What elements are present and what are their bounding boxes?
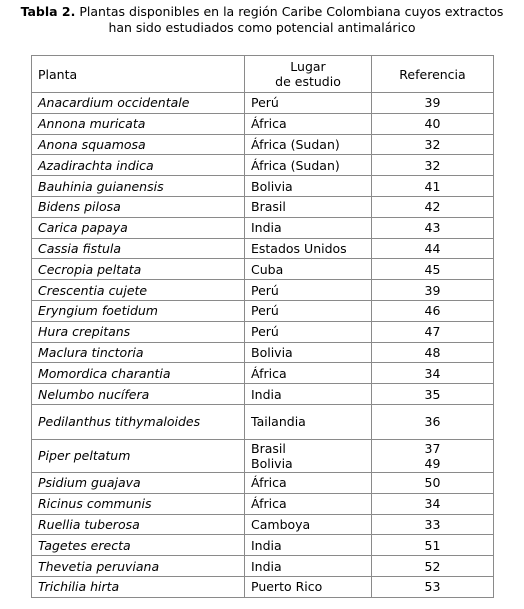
cell-planta: Nelumbo nucífera <box>32 384 245 405</box>
table-row <box>32 280 494 301</box>
table-row <box>32 93 494 114</box>
cell-lugar <box>245 472 372 493</box>
table-row <box>32 535 494 556</box>
cell-planta: Crescentia cujete <box>32 280 245 301</box>
cell-lugar <box>245 155 372 176</box>
cell-planta: Pedilanthus tithymaloides <box>32 404 245 439</box>
table-row <box>32 155 494 176</box>
cell-referencia-value: 49 <box>424 455 441 471</box>
cell-planta: Anona squamosa <box>32 134 245 155</box>
cell-lugar <box>245 439 372 472</box>
table-row <box>32 238 494 259</box>
cell-lugar-value: Puerto Rico <box>251 579 323 595</box>
header-lugar-line-2: de estudio <box>275 74 341 89</box>
cell-referencia-value: 32 <box>424 157 441 173</box>
table-row <box>32 217 494 238</box>
table-row <box>32 259 494 280</box>
cell-referencia <box>372 439 494 472</box>
plants-table <box>31 55 494 598</box>
cell-planta: Annona muricata <box>32 113 245 134</box>
table-row <box>32 321 494 342</box>
cell-lugar-value: Cuba <box>251 261 284 277</box>
cell-referencia-value: 39 <box>424 282 441 298</box>
cell-planta: Cecropia peltata <box>32 259 245 280</box>
cell-lugar-value: Tailandia <box>251 414 306 430</box>
table-row <box>32 514 494 535</box>
cell-referencia-value: 34 <box>424 365 441 381</box>
cell-planta: Ricinus communis <box>32 493 245 514</box>
table-row <box>32 113 494 134</box>
cell-referencia-value: 43 <box>424 220 441 236</box>
cell-lugar <box>245 514 372 535</box>
table-row <box>32 556 494 577</box>
table-row <box>32 384 494 405</box>
cell-referencia <box>372 404 494 439</box>
cell-lugar-value: África <box>251 116 287 132</box>
header-referencia: Referencia <box>372 56 494 93</box>
cell-referencia <box>372 134 494 155</box>
cell-referencia-value: 46 <box>424 303 441 319</box>
cell-referencia-value: 44 <box>424 240 441 256</box>
cell-referencia <box>372 321 494 342</box>
table-row <box>32 404 494 439</box>
caption-line-1 <box>2 4 522 20</box>
cell-referencia <box>372 514 494 535</box>
cell-referencia <box>372 472 494 493</box>
cell-planta: Eryngium foetidum <box>32 300 245 321</box>
header-lugar-line-1: Lugar <box>290 59 326 74</box>
cell-referencia <box>372 93 494 114</box>
cell-referencia <box>372 217 494 238</box>
cell-lugar <box>245 384 372 405</box>
header-lugar <box>245 56 372 93</box>
header-row <box>32 56 494 93</box>
cell-referencia-value: 47 <box>424 324 441 340</box>
cell-referencia <box>372 238 494 259</box>
cell-referencia-value: 51 <box>424 537 441 553</box>
cell-lugar-value: Bolivia <box>251 455 293 471</box>
cell-referencia <box>372 576 494 597</box>
table-body <box>32 93 494 598</box>
header-planta: Planta <box>32 56 245 93</box>
table-row <box>32 472 494 493</box>
cell-referencia <box>372 196 494 217</box>
cell-lugar <box>245 134 372 155</box>
cell-lugar-value: Perú <box>251 324 279 340</box>
cell-planta: Bidens pilosa <box>32 196 245 217</box>
cell-referencia-value: 36 <box>424 414 441 430</box>
cell-lugar <box>245 113 372 134</box>
cell-lugar-value: Perú <box>251 282 279 298</box>
table-row <box>32 300 494 321</box>
cell-planta: Psidium guajava <box>32 472 245 493</box>
cell-lugar <box>245 196 372 217</box>
cell-referencia <box>372 342 494 363</box>
cell-referencia-value: 37 <box>424 440 441 456</box>
cell-lugar-value: India <box>251 558 282 574</box>
cell-planta: Azadirachta indica <box>32 155 245 176</box>
cell-referencia <box>372 300 494 321</box>
cell-referencia <box>372 113 494 134</box>
caption-line-2: han sido estudiados como potencial antimalárico <box>108 20 416 35</box>
cell-lugar <box>245 93 372 114</box>
table-row <box>32 576 494 597</box>
cell-referencia <box>372 535 494 556</box>
cell-lugar <box>245 259 372 280</box>
table-row <box>32 196 494 217</box>
cell-lugar <box>245 404 372 439</box>
cell-lugar-value: África <box>251 365 287 381</box>
cell-lugar-value: África (Sudan) <box>251 136 340 152</box>
cell-lugar-value: África <box>251 496 287 512</box>
cell-planta: Carica papaya <box>32 217 245 238</box>
cell-lugar-value: India <box>251 220 282 236</box>
cell-lugar-value: India <box>251 386 282 402</box>
cell-planta: Trichilia hirta <box>32 576 245 597</box>
caption-label: Tabla 2. <box>20 4 76 19</box>
cell-lugar <box>245 280 372 301</box>
cell-referencia <box>372 363 494 384</box>
cell-referencia-value: 35 <box>424 386 441 402</box>
cell-planta: Bauhinia guianensis <box>32 176 245 197</box>
cell-lugar-value: Camboya <box>251 516 311 532</box>
cell-referencia-value: 34 <box>424 496 441 512</box>
cell-lugar-value: Brasil <box>251 199 286 215</box>
cell-referencia-value: 48 <box>424 344 441 360</box>
cell-lugar-value: Brasil <box>251 440 286 456</box>
cell-lugar <box>245 363 372 384</box>
cell-referencia-value: 52 <box>424 558 441 574</box>
table-row <box>32 176 494 197</box>
cell-referencia-value: 40 <box>424 116 441 132</box>
cell-planta: Maclura tinctoria <box>32 342 245 363</box>
cell-planta: Momordica charantia <box>32 363 245 384</box>
cell-planta: Ruellia tuberosa <box>32 514 245 535</box>
cell-referencia-value: 41 <box>424 178 441 194</box>
cell-referencia <box>372 556 494 577</box>
cell-referencia-value: 33 <box>424 516 441 532</box>
cell-referencia <box>372 493 494 514</box>
cell-lugar-value: África (Sudan) <box>251 157 340 173</box>
cell-lugar <box>245 300 372 321</box>
cell-referencia <box>372 280 494 301</box>
cell-lugar <box>245 342 372 363</box>
table-row <box>32 493 494 514</box>
cell-referencia <box>372 384 494 405</box>
cell-lugar-value: Bolivia <box>251 344 293 360</box>
cell-referencia-value: 45 <box>424 261 441 277</box>
cell-lugar-value: Estados Unidos <box>251 240 347 256</box>
cell-lugar <box>245 217 372 238</box>
cell-lugar-value: Perú <box>251 95 279 111</box>
cell-lugar-value: África <box>251 475 287 491</box>
table-caption <box>2 4 522 36</box>
table-row <box>32 134 494 155</box>
cell-planta: Hura crepitans <box>32 321 245 342</box>
cell-lugar-value: Perú <box>251 303 279 319</box>
caption-text-1: Plantas disponibles en la región Caribe Colombiana cuyos extractos <box>79 4 504 19</box>
cell-lugar <box>245 176 372 197</box>
cell-referencia-value: 32 <box>424 136 441 152</box>
cell-planta: Piper peltatum <box>32 439 245 472</box>
cell-planta: Cassia fistula <box>32 238 245 259</box>
cell-lugar <box>245 321 372 342</box>
table-row <box>32 363 494 384</box>
cell-referencia <box>372 259 494 280</box>
cell-lugar <box>245 238 372 259</box>
cell-lugar-value: Bolivia <box>251 178 293 194</box>
cell-referencia-value: 42 <box>424 199 441 215</box>
cell-referencia-value: 53 <box>424 579 441 595</box>
table-row <box>32 342 494 363</box>
cell-planta: Anacardium occidentale <box>32 93 245 114</box>
cell-referencia-value: 39 <box>424 95 441 111</box>
cell-referencia <box>372 176 494 197</box>
cell-referencia-value: 50 <box>424 475 441 491</box>
cell-planta: Thevetia peruviana <box>32 556 245 577</box>
cell-planta: Tagetes erecta <box>32 535 245 556</box>
cell-lugar-value: India <box>251 537 282 553</box>
cell-lugar <box>245 535 372 556</box>
cell-lugar <box>245 493 372 514</box>
cell-lugar <box>245 576 372 597</box>
cell-lugar <box>245 556 372 577</box>
table-row <box>32 439 494 472</box>
cell-referencia <box>372 155 494 176</box>
